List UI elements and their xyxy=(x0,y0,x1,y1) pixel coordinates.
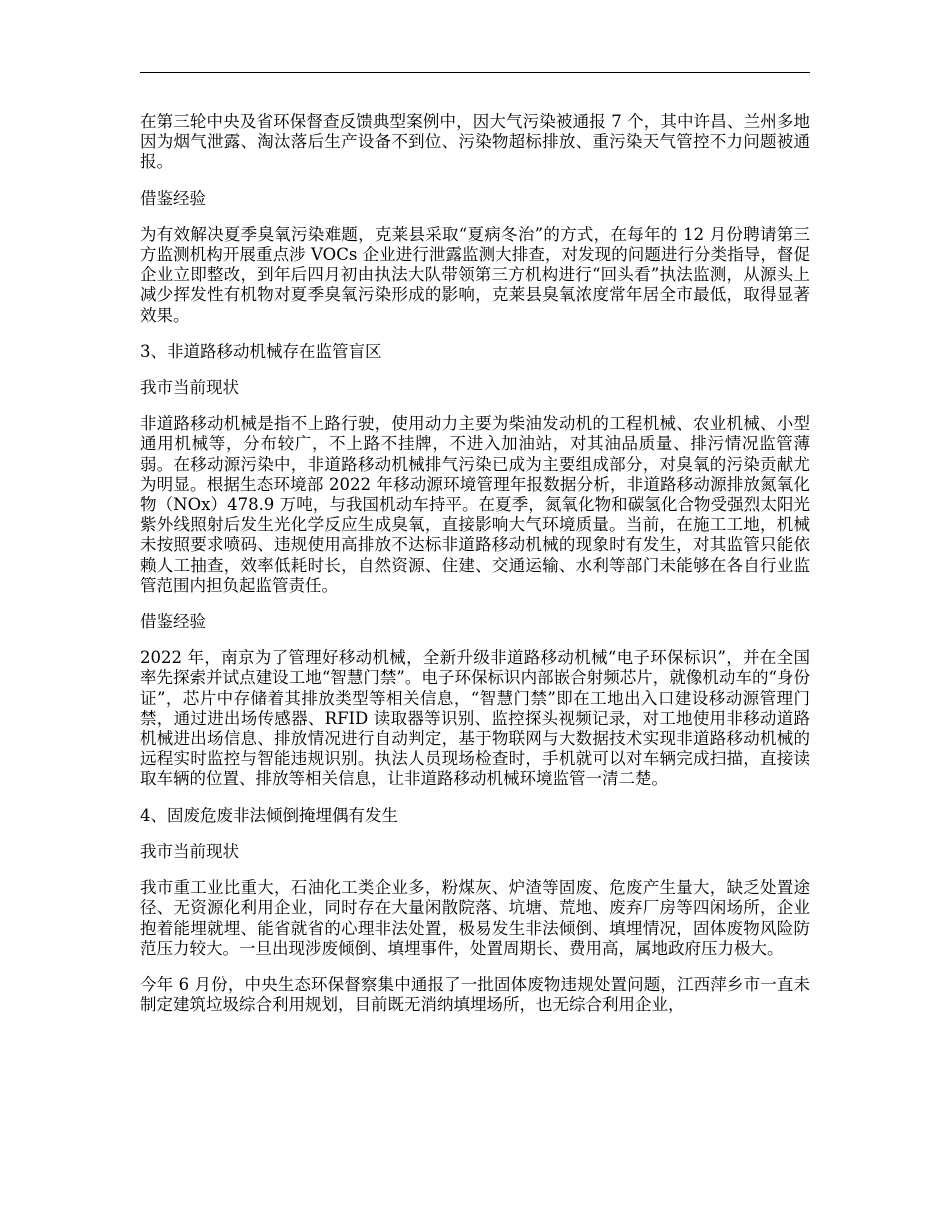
paragraph-nonroad-machinery: 非道路移动机械是指不上路行驶，使用动力主要为柴油发动机的工程机械、农业机械、小型通用机械等，分布较广，不上路不挂牌，不进入加油站，对其油品质量、排污情况监管薄弱。在移动源污染中，非道路移动机械排气污染已成为主要组成部分，对臭氧的污染贡献尤为明显。根据生态环境部 2022 年移动源环境管理年报数据分析，非道路移动源排放氮氧化物（NOx）478.9 万吨，与我国机动车持平。在夏季，氮氧化物和碳氢化合物受强烈太阳光紫外线照射后发生光化学反应生成臭氧，直接影响大气环境质量。当前，在施工工地，机械未按照要求喷码、违规使用高排放不达标非道路移动机械的现象时有发生，对其监管只能依赖人工抽查，效率低耗时长，自然资源、住建、交通运输、水利等部门未能够在各自行业监管范围内担负起监管责任。 xyxy=(140,414,810,595)
document-body xyxy=(140,112,810,1031)
label-current-status: 我市当前现状 xyxy=(140,841,239,861)
label-reference-experience: 借鉴经验 xyxy=(140,188,206,208)
label-reference-experience: 借鉴经验 xyxy=(140,612,206,632)
label-current-status: 我市当前现状 xyxy=(140,378,239,398)
paragraph-nanjing-smart-gate: 2022 年，南京为了管理好移动机械，全新升级非道路移动机械“电子环保标识”，并在全国率先探索并试点建设工地“智慧门禁”。电子环保标识内部嵌合射频芯片，就像机动车的“身份证”，芯片中存储着其排放类型等相关信息，“智慧门禁”即在工地出入口建设移动源管理门禁，通过进出场传感器、RFID 读取器等识别、监控探头视频记录，对工地使用非移动道路机械进出场信息、排放情况进行自动判定，基于物联网与大数据技术实现非道路移动机械的远程实时监控与智能违规识别。执法人员现场检查时，手机就可以对车辆完成扫描，直接读取车辆的位置、排放等相关信息，让非道路移动机械环境监管一清二楚。 xyxy=(140,648,810,789)
section-heading-3: 3、非道路移动机械存在监管盲区 xyxy=(140,341,382,361)
header-rule xyxy=(140,72,810,73)
section-heading-4: 4、固废危废非法倾倒掩埋偶有发生 xyxy=(140,805,398,825)
paragraph-kelai-ozone: 为有效解决夏季臭氧污染难题，克莱县采取“夏病冬治”的方式，在每年的 12 月份聘请第三方监测机构开展重点涉 VOCs 企业进行泄露监测大排查，对发现的问题进行分类指导，督促企业立即整改，到年后四月初由执法大队带领第三方机构进行“回头看”执法监测，从源头上减少挥发性有机物对夏季臭氧污染形成的影响，克莱县臭氧浓度常年居全市最低，取得显著效果。 xyxy=(140,224,810,325)
paragraph-pingxiang: 今年 6 月份，中央生态环保督察集中通报了一批固体废物违规处置问题，江西萍乡市一直未制定建筑垃圾综合利用规划，目前既无消纳填埋场所，也无综合利用企业， xyxy=(140,974,810,1015)
paragraph-solid-waste: 我市重工业比重大，石油化工类企业多，粉煤灰、炉渣等固废、危废产生量大，缺乏处置途径、无资源化利用企业，同时存在大量闲散院落、坑塘、荒地、废弃厂房等四闲场所，企业抱着能埋就埋、能省就省的心理非法处置，极易发生非法倾倒、填埋情况，固体废物风险防范压力较大。一旦出现涉废倾倒、填埋事件，处置周期长、费用高，属地政府压力极大。 xyxy=(140,878,810,958)
paragraph-inspection-cases: 在第三轮中央及省环保督查反馈典型案例中，因大气污染被通报 7 个，其中许昌、兰州多地因为烟气泄露、淘汰落后生产设备不到位、污染物超标排放、重污染天气管控不力问题被通报。 xyxy=(140,112,810,172)
